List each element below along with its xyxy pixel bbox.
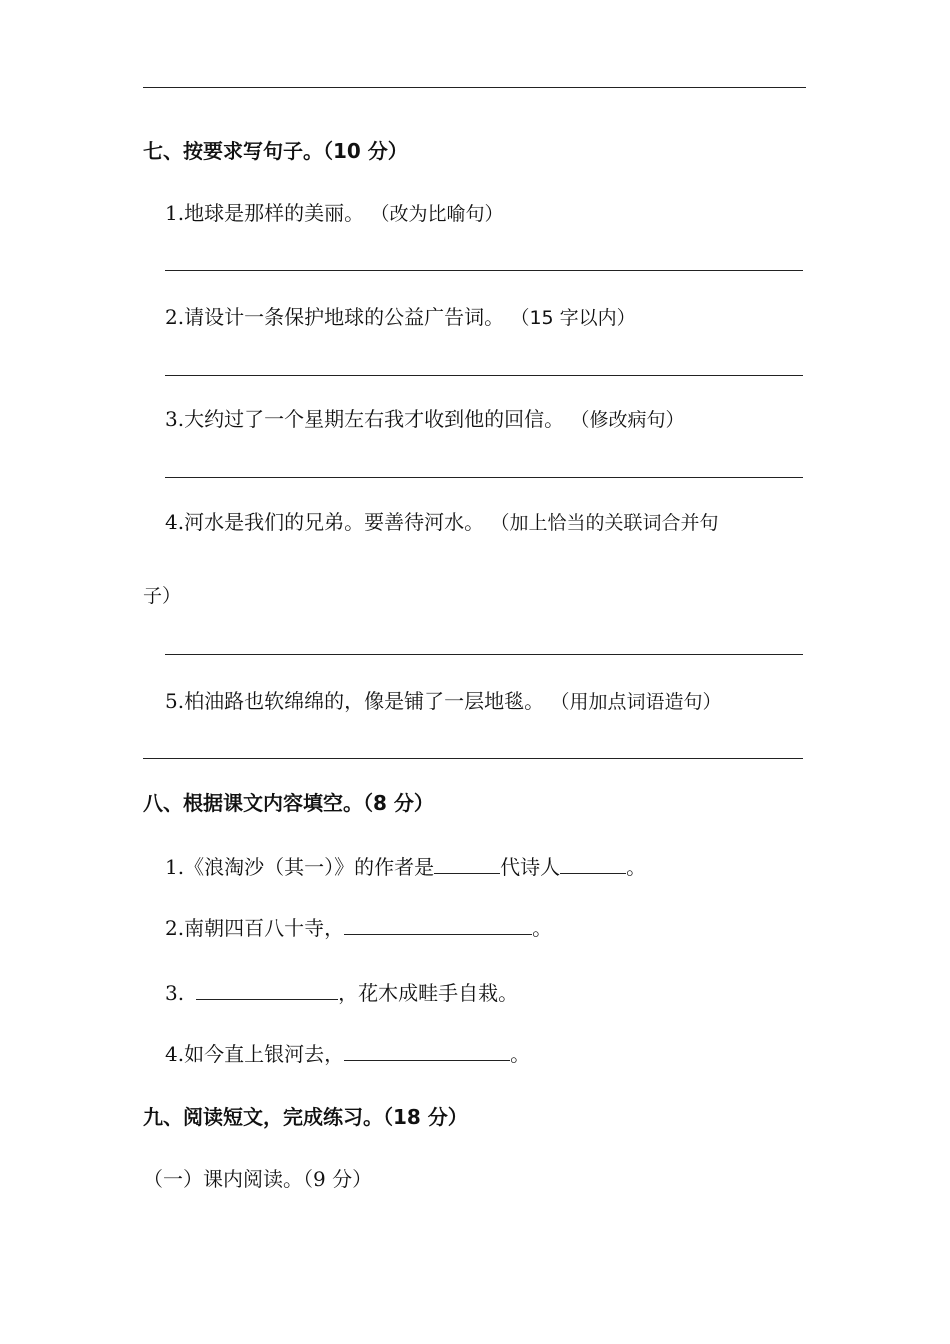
question-7-4-hint-continued: 子）: [143, 585, 182, 607]
blank-field[interactable]: [196, 979, 338, 1000]
question-text: 大约过了一个星期左右我才收到他的回信。: [184, 407, 565, 431]
question-text: ，花木成畦手自栽。: [338, 981, 519, 1005]
section-7-title: 七、按要求写句子。（10 分）: [143, 139, 408, 163]
question-number: 2.: [165, 305, 185, 329]
answer-line-7-4[interactable]: [165, 654, 803, 655]
question-number: 3.: [165, 407, 185, 431]
question-number: 1.: [165, 855, 185, 879]
blank-field[interactable]: [560, 853, 626, 874]
question-7-5: [165, 687, 721, 716]
question-hint: （改为比喻句）: [370, 203, 504, 225]
question-number: 5.: [165, 689, 185, 713]
section-8-title: 八、根据课文内容填空。（8 分）: [143, 791, 434, 815]
question-number: 3.: [165, 981, 185, 1005]
answer-line-7-3[interactable]: [165, 477, 803, 478]
answer-line-7-2[interactable]: [165, 375, 803, 376]
question-text: 南朝四百八十寺，: [184, 916, 345, 940]
question-7-1: [165, 199, 503, 228]
question-8-2: [165, 914, 552, 942]
section-9-title: 九、阅读短文，完成练习。（18 分）: [143, 1105, 468, 1129]
question-7-3: [165, 405, 684, 434]
blank-field[interactable]: [344, 914, 532, 935]
question-8-1: [165, 853, 646, 881]
question-text: 地球是那样的美丽。: [184, 201, 365, 225]
question-hint: （15 字以内）: [510, 307, 636, 329]
question-text: 请设计一条保护地球的公益广告词。: [184, 305, 505, 329]
question-text: 。: [626, 855, 647, 879]
blank-field[interactable]: [344, 1040, 510, 1061]
question-text: 河水是我们的兄弟。要善待河水。: [184, 510, 485, 534]
question-text: 代诗人: [500, 855, 561, 879]
question-number: 2.: [165, 916, 185, 940]
question-number: 4.: [165, 510, 185, 534]
answer-line-7-1[interactable]: [165, 270, 803, 271]
question-text: 如今直上银河去，: [184, 1042, 345, 1066]
question-text: 。: [532, 916, 553, 940]
question-8-4: [165, 1040, 530, 1068]
question-7-4: [165, 508, 718, 537]
question-text: 《浪淘沙（其一）》的作者是: [184, 855, 435, 879]
question-hint: （加上恰当的关联词合并句: [490, 512, 719, 534]
question-text: 。: [510, 1042, 531, 1066]
answer-line-7-5[interactable]: [143, 758, 803, 759]
question-7-2: [165, 303, 636, 332]
question-hint: （用加点词语造句）: [550, 691, 722, 713]
question-number: 1.: [165, 201, 185, 225]
blank-field[interactable]: [434, 853, 500, 874]
top-rule: [143, 87, 806, 88]
question-number: 4.: [165, 1042, 185, 1066]
section-9-subtitle: （一）课内阅读。（9 分）: [143, 1167, 373, 1191]
question-hint: （修改病句）: [570, 409, 685, 431]
question-text: 柏油路也软绵绵的，像是铺了一层地毯。: [184, 689, 545, 713]
question-8-3: [165, 979, 518, 1007]
